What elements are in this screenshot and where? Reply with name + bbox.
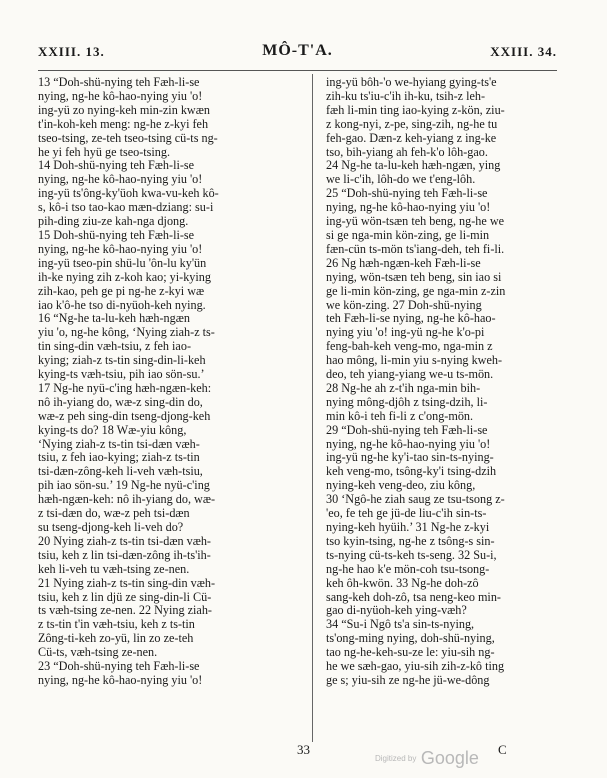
text-line: ing-yü bôh-'o we-hyiang gying-ts'e (326, 76, 497, 89)
text-line: nô ih-yiang do, wæ-z sing-din do, (38, 395, 203, 409)
text-line: s, kô-i tso tao-kao mæn-dziang: su-i (38, 201, 214, 215)
text-line: ge s; yiu-sih ze ng-he jü-we-dông (326, 673, 490, 687)
text-line: nying mông-djôh z tsing-dzih, li- (326, 395, 488, 409)
text-line: tin sing-din væh-tsiu, z feh iao- (38, 340, 191, 354)
text-line: nying, ng-he kô-hao-nying yiu 'o! (38, 673, 203, 687)
text-line: fæh li-min ting iao-kying z-kön, ziu- (326, 103, 505, 117)
text-line: teh Fæh-li-se nying, ng-he kô-hao- (326, 312, 496, 326)
text-line: tsiu, keh z lin djü ze sing-din-li Cü- (38, 590, 212, 604)
text-line: 25 “Doh-shü-nying teh Fæh-li-se (326, 187, 488, 201)
text-line: ge li-min kön-zing, ge nga-min z-zin (326, 284, 506, 298)
running-header (38, 44, 557, 66)
text-line: tso kyin-tsing, ng-he z tsông-s sin- (326, 534, 495, 548)
header-rule (38, 70, 557, 71)
text-line: keh veng-mo, tsông-ky'i tsing-dzih (326, 465, 497, 479)
text-line: pih-ding ziu-ze kah-nga djong. (38, 215, 189, 229)
header-book-title: MÔ-T'A. (262, 42, 333, 59)
text-line: 16 “Ng-he ta-lu-keh hæh-ngæn (38, 312, 190, 326)
text-line: ts-nying cü-ts-keh ts-seng. 32 Su-i, (326, 548, 497, 562)
watermark-logo-text: Google (420, 748, 479, 768)
text-line: z ts-tin t'in væh-tsiu, keh z ts-tin (38, 618, 195, 632)
text-line: iao k'ô-he tso di-nyüoh-keh nying. (38, 298, 206, 312)
text-line: nying, wön-tsæn teh beng, sin iao si (326, 270, 502, 284)
text-line: nying, ng-he kô-hao-nying yiu 'o! (326, 437, 491, 451)
text-line: 30 ‘Ngô-he ziah saug ze tsu-tsong z- (326, 493, 505, 507)
text-line: hæh-ngæn-keh: nô ih-yiang do, wæ- (38, 493, 216, 507)
text-line: ts'ong-ming nying, doh-shü-nying, (326, 632, 495, 646)
text-line: min kô-i teh fi-li z c'ong-mön. (326, 409, 474, 423)
column-divider (312, 74, 313, 742)
text-line: wæ-z peh sing-din tseng-djong-keh (38, 409, 211, 423)
text-line: nying-keh veng-deo, ziu kông, (326, 479, 476, 493)
text-line: nying yiu 'o! ing-yü ng-he k'o-pi (326, 326, 485, 340)
text-line: tsiu, z feh iao-kying; ziah-z ts-tin (38, 451, 200, 465)
text-line: tso, bih-yiang ah feh-k'o lôh-gao. (326, 145, 488, 159)
text-line: ih-ke nying zih z-koh kao; yi-kying (38, 270, 211, 284)
text-line: ing-yü zo nying-keh min-zin kwæn (38, 103, 210, 117)
header-left-reference: XXIII. 13. (38, 44, 105, 59)
text-line: nying, ng-he kô-hao-nying yiu 'o! (326, 201, 491, 215)
text-line: keh ôh-kwön. 33 Ng-he doh-zô (326, 576, 479, 590)
text-line: kying; ziah-z ts-tin sing-din-li-keh (38, 354, 206, 368)
text-line: su tseng-djong-keh li-veh do? (38, 521, 184, 534)
header-right-reference: XXIII. 34. (490, 44, 557, 59)
text-line: tsi-dæn-zông-keh li-veh væh-tsiu, (38, 465, 203, 479)
text-line: tsiu, keh z lin tsi-dæn-zông ih-ts'ih- (38, 548, 211, 562)
text-line: we li-c'ih, lôh-do we t'eng-lôh. (326, 173, 476, 187)
text-line: 15 Doh-shü-nying teh Fæh-li-se (38, 228, 195, 242)
text-line: ‘Nying ziah-z ts-tin tsi-dæn væh- (38, 437, 200, 451)
text-line: z tsi-dæn do, wæ-z peh tsi-dæn (38, 507, 190, 521)
text-line: ing-yü wön-tsæn teh beng, ng-he we (326, 215, 505, 229)
text-line: sang-keh doh-zô, tsa neng-keo min- (326, 590, 501, 604)
text-line: ng-he hao k'e mön-coh tsu-tsong- (326, 562, 490, 576)
watermark-small-text: Digitized by (375, 754, 417, 763)
text-line: nying, ng-he kô-hao-nying yiu 'o! (38, 173, 203, 187)
text-line: nying, ng-he kô-hao-nying yiu 'o! (38, 89, 203, 103)
page-number: 33 (297, 742, 310, 757)
text-line: zih-ku ts'iu-c'ih ih-ku, tsih-z leh- (326, 89, 486, 103)
text-line: deo, teh yiang-yiang we-u ts-mön. (326, 368, 494, 382)
text-line: we kön-zing. 27 Doh-shü-nying (326, 298, 482, 312)
text-line: z kong-nyi, z-pe, sing-zih, ng-he tu (326, 117, 498, 131)
digitization-watermark (375, 748, 479, 769)
text-line: 17 Ng-he nyü-c'ing hæh-ngæn-keh: (38, 381, 212, 395)
text-line: 26 Ng hæh-ngæn-keh Fæh-li-se (326, 256, 481, 270)
text-line: fæn-cün ts-mön ts'iang-deh, teh fi-li. (326, 242, 505, 256)
text-line: tseo-tsing, ze-teh tseo-tsing cü-ts ng- (38, 131, 218, 145)
text-line: kying-ts do? 18 Wæ-yiu kông, (38, 423, 187, 437)
text-line: 14 Doh-shü-nying teh Fæh-li-se (38, 159, 195, 173)
text-line: he yi feh hyü ge tseo-tsing. (38, 145, 171, 159)
text-line: ing-yü tseo-pin shü-lu 'ôn-lu ky'ün (38, 256, 207, 270)
left-text-column (38, 76, 304, 688)
text-line: yiu 'o, ng-he kông, ‘Nying ziah-z ts- (38, 326, 215, 340)
text-line: kying-ts væh-tsiu, pih iao sön-su.’ (38, 368, 205, 382)
text-line: he we sæh-gao, yiu-sih zih-z-kô ting (326, 660, 505, 674)
text-line: nying, ng-he kô-hao-nying yiu 'o! (38, 242, 203, 256)
right-text-column (326, 76, 592, 688)
text-line: t'in-koh-keh meng: ng-he z-kyi feh (38, 117, 209, 131)
text-line: Zông-ti-keh zo-yü, lin zo ze-teh (38, 632, 194, 646)
text-line: feh-gao. Dæn-z keh-yiang z ing-ke (326, 131, 497, 145)
text-line: pih iao sön-su.’ 19 Ng-he nyü-c'ing (38, 479, 210, 493)
text-line: 20 Nying ziah-z ts-tin tsi-dæn væh- (38, 534, 211, 548)
text-line: 21 Nying ziah-z ts-tin sing-din væh- (38, 576, 216, 590)
text-line: 24 Ng-he ta-lu-keh hæh-ngæn, ying (326, 159, 501, 173)
text-line: 'eo, fe teh ge jü-de liu-c'ih sin-ts- (326, 507, 487, 521)
text-line: Cü-ts, væh-tsing ze-nen. (38, 646, 158, 660)
text-line: zih-kao, peh ge pi ng-he z-kyi wæ (38, 284, 205, 298)
text-line: ing-yü ng-he ky'i-tao sin-ts-nying- (326, 451, 494, 465)
text-line: si ge nga-min kön-zing, ge li-min (326, 228, 490, 242)
text-line: 28 Ng-he ah z-t'ih nga-min bih- (326, 381, 481, 395)
signature-mark: C (498, 742, 507, 757)
text-line: ts væh-tsing ze-nen. 22 Nying ziah- (38, 604, 212, 618)
text-line: nying-keh hyüih.’ 31 Ng-he z-kyi (326, 521, 490, 534)
text-line: feng-bah-keh veng-mo, nga-min z (326, 340, 493, 354)
text-line: keh li-veh tu væh-tsing ze-nen. (38, 562, 190, 576)
text-line: gao di-nyüoh-keh ying-væh? (326, 604, 467, 618)
text-line: 23 “Doh-shü-nying teh Fæh-li-se (38, 660, 200, 674)
text-line: 29 “Doh-shü-nying teh Fæh-li-se (326, 423, 488, 437)
text-line: ing-yü ts'ông-ky'üoh kwa-vu-keh kô- (38, 187, 219, 201)
text-line: 13 “Doh-shü-nying teh Fæh-li-se (38, 76, 200, 89)
text-line: 34 “Su-i Ngô ts'a sin-ts-nying, (326, 618, 475, 632)
text-line: tao ng-he-keh-su-ze le: yiu-sih ng- (326, 646, 495, 660)
text-line: hao mông, li-min yiu s-nying kweh- (326, 354, 503, 368)
